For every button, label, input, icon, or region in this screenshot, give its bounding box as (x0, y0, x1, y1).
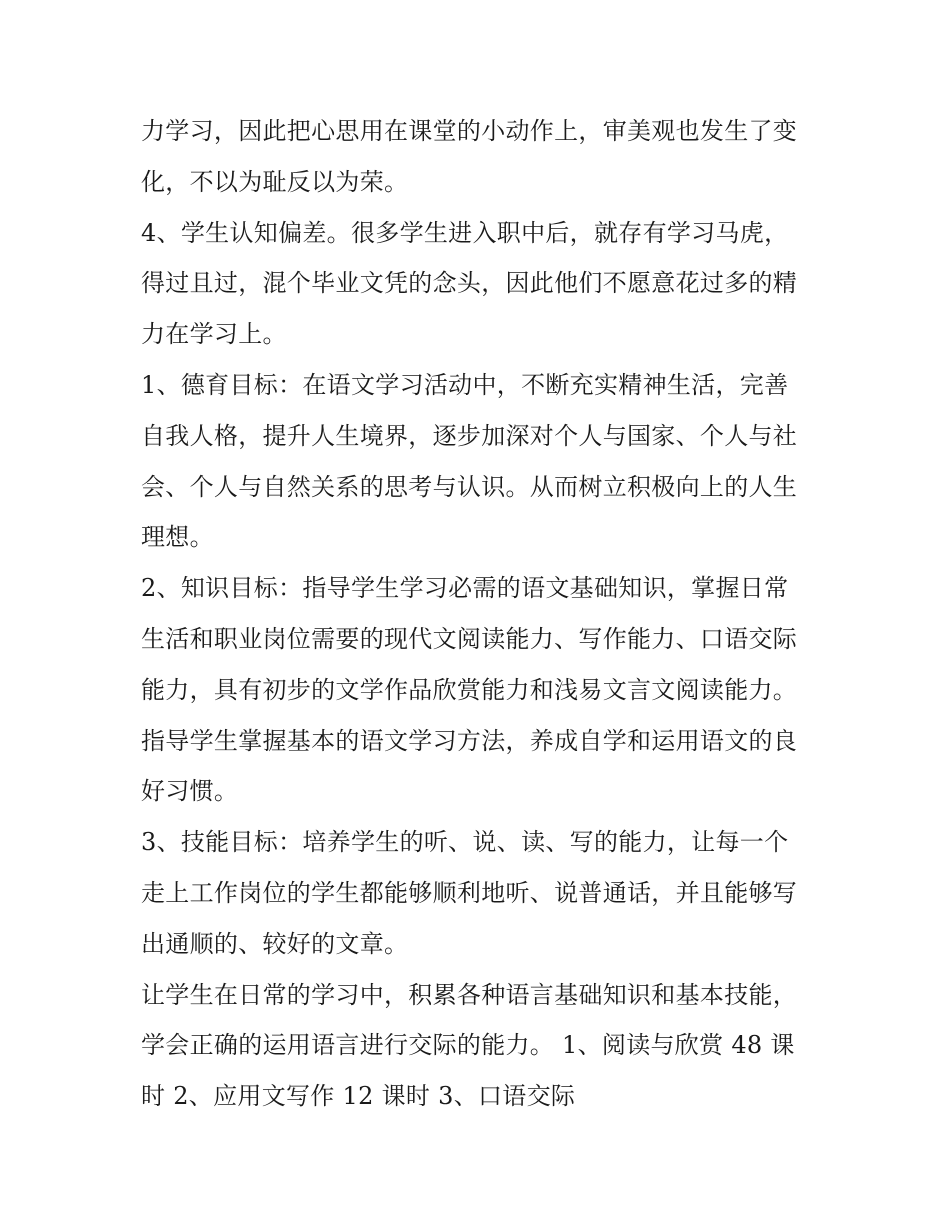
text-line: 2、知识目标：指导学生学习必需的语文基础知识，掌握日常 (141, 574, 789, 603)
text-line: 走上工作岗位的学生都能够顺利地听、说普通话，并且能够写 (141, 878, 798, 907)
text-line: 自我人格，提升人生境界，逐步加深对个人与国家、个人与社 (141, 421, 798, 450)
text-line: 指导学生掌握基本的语文学习方法，养成自学和运用语文的良 (141, 726, 798, 755)
text-line: 好习惯。 (141, 777, 239, 806)
text-line: 力在学习上。 (141, 320, 287, 349)
text-line: 生活和职业岗位需要的现代文阅读能力、写作能力、口语交际 (141, 624, 798, 653)
text-line: 出通顺的、较好的文章。 (141, 929, 409, 958)
text-line: 化，不以为耻反以为荣。 (141, 167, 409, 196)
text-line: 1、德育目标：在语文学习活动中，不断充实精神生活，完善 (141, 370, 789, 399)
text-line: 时 2、应用文写作 12 课时 3、口语交际 (141, 1082, 576, 1111)
text-line: 能力，具有初步的文学作品欣赏能力和浅易文言文阅读能力。 (141, 675, 798, 704)
text-line: 理想。 (141, 523, 214, 552)
text-line: 会、个人与自然关系的思考与认识。从而树立积极向上的人生 (141, 472, 798, 501)
text-line: 让学生在日常的学习中，积累各种语言基础知识和基本技能， (141, 980, 798, 1009)
body-text (141, 106, 821, 1122)
text-line: 4、学生认知偏差。很多学生进入职中后，就存有学习马虎， (141, 218, 789, 247)
text-line: 得过且过，混个毕业文凭的念头，因此他们不愿意花过多的精 (141, 269, 798, 298)
text-line: 力学习，因此把心思用在课堂的小动作上，审美观也发生了变 (141, 117, 798, 145)
text-line: 3、技能目标：培养学生的听、说、读、写的能力，让每一个 (141, 828, 789, 857)
text-line: 学会正确的运用语言进行交际的能力。 1、阅读与欣赏 48 课 (141, 1031, 795, 1060)
